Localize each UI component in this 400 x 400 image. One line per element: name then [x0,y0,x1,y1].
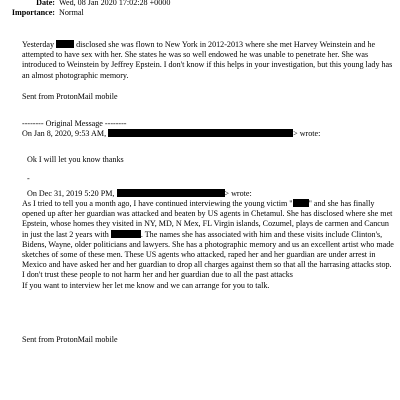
date-value: Wed, 08 Jan 2020 17:02:28 +0000 [59,0,171,7]
redaction-bar [293,199,309,207]
original-message-attribution [22,129,320,139]
quoted-wrote: > wrote: [224,189,252,198]
quoted-text-1: As I tried to tell you a month ago, I have continued interviewing the young victim " [22,199,293,208]
separator-dash: - [27,174,30,183]
signature: Sent from ProtonMail mobile [22,92,118,101]
redaction-bar [111,230,141,238]
quoted-message [22,199,394,291]
quoted-date: On Dec 31, 2019 5:20 PM, [27,189,115,198]
body-text-start: Yesterday [22,40,54,49]
quoted-text-3: She has disclosed where she met Epstein, whose homes they visited in NY, MD, N Mex, FL Virgin islands, Cozumel, plays de carmen and Cancun in just the last 2 years with [22,209,393,239]
attribution-wrote: > wrote: [293,129,321,138]
message-body [22,40,394,81]
redaction-bar [108,129,293,137]
reply-text: Ok I will let you know thanks [27,155,124,164]
date-header [0,0,170,8]
original-message-marker: -------- Original Message -------- [22,119,127,128]
signature: Sent from ProtonMail mobile [22,335,118,344]
importance-label: Importance: [11,8,55,17]
quoted-text-4: . The names she has associated with him and these visits include Clinton's, Bidens, Wayne, older politicians and lawyers. She has a photographic memory and us an excellent artist who made sketches of some of these men. These US agents who attacked, raped her and her guardian are under arrest in Mexico and have asked her and her guardian to drop all charges against them so that all the harrasing attacks stop. I don't trust these people to not harm her and her guardian due to all the past attacks [22,229,394,280]
date-label: Date: [36,0,55,7]
quoted-attribution [27,189,252,199]
redaction-bar [117,189,225,197]
importance-value: Normal [59,8,84,17]
redaction-bar [56,40,74,48]
quoted-text-2: " and she has finally opened up after her guardian was attacked and beaten by US agents in Chetamul. [22,199,375,219]
attribution-date: On Jan 8, 2020, 9:53 AM, [22,129,107,138]
importance-header [0,8,84,18]
quoted-paragraph [22,199,394,281]
quoted-closing: If you want to interview her let me know and we can arrange for you to talk. [22,280,270,290]
body-text-rest: disclosed she was flown to New York in 2012-2013 where she met Harvey Weinstein and he attempted to have sex with her. She states he was so well endowed he was unable to penetrate her. She was introduced to Weinstein by Jeffrey Epstein. I don't know if this helps in your investigation, but this young lady has an almost photographic memory. [22,40,393,80]
